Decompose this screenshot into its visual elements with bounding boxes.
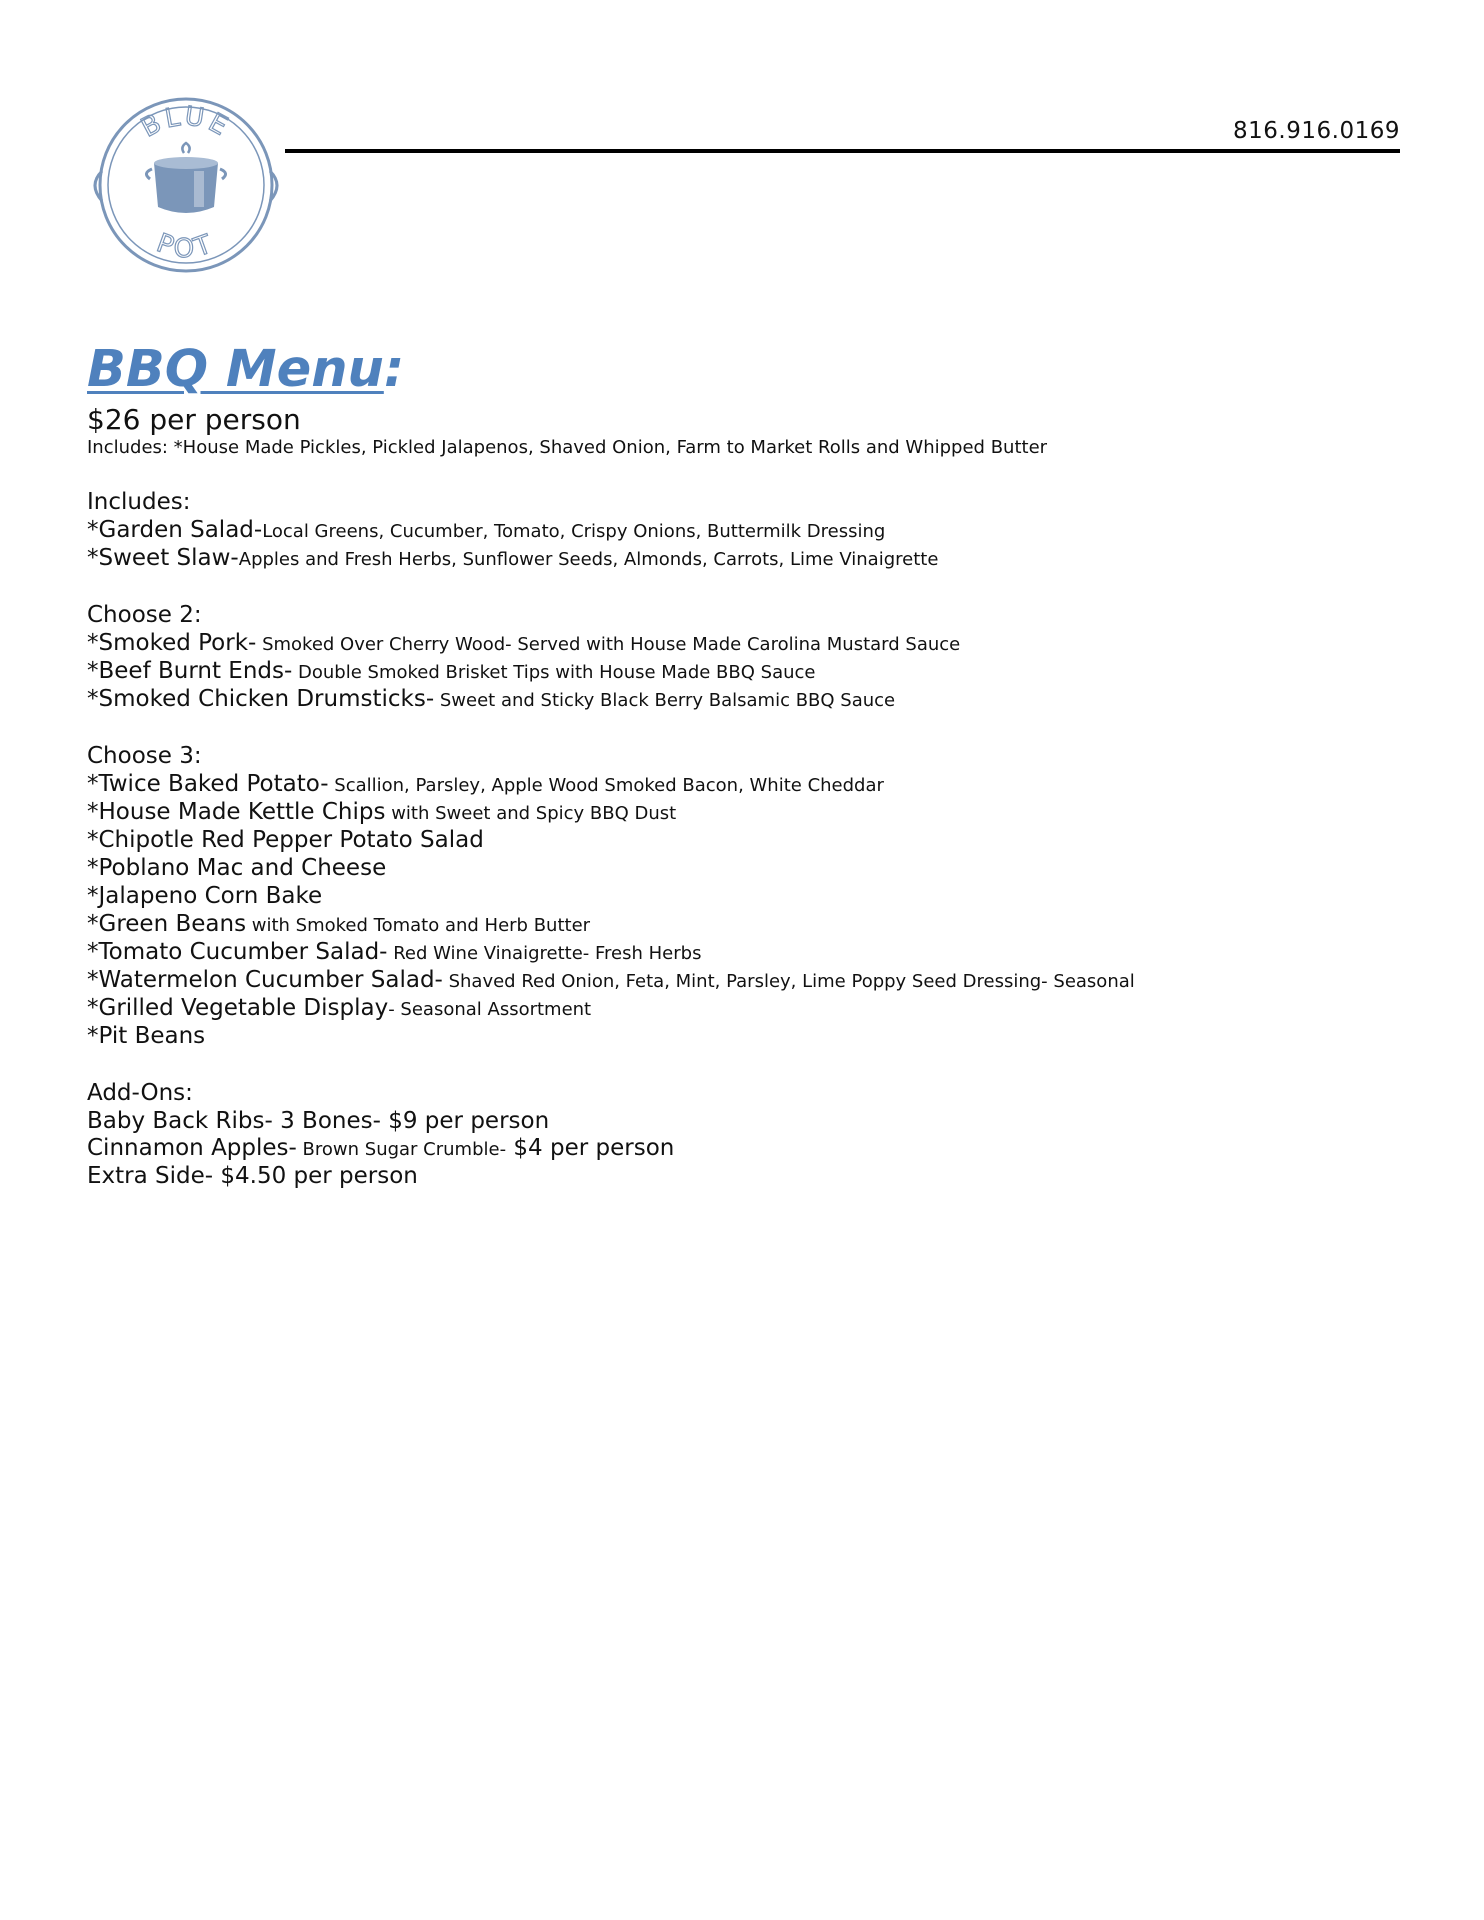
menu-item bbox=[87, 827, 1407, 855]
item-name: *Tomato Cucumber Salad- bbox=[87, 939, 388, 965]
menu-item bbox=[87, 939, 1407, 967]
item-name: *Sweet Slaw- bbox=[87, 545, 239, 571]
addon-apples-desc: Brown Sugar Crumble- bbox=[296, 1139, 507, 1160]
item-desc: Double Smoked Brisket Tips with House Made BBQ Sauce bbox=[292, 662, 816, 683]
menu-title-colon: : bbox=[383, 340, 405, 399]
menu-price: $26 per person bbox=[87, 403, 301, 436]
menu-item bbox=[87, 911, 1407, 939]
item-desc: Smoked Over Cherry Wood- Served with House Made Carolina Mustard Sauce bbox=[256, 634, 961, 655]
addons-heading: Add-Ons: bbox=[87, 1080, 193, 1106]
addon-apples-name: Cinnamon Apples- bbox=[87, 1135, 297, 1161]
includes-note: Includes: *House Made Pickles, Pickled Jalapenos, Shaved Onion, Farm to Market Rolls and Whipped Butter bbox=[87, 437, 1048, 458]
item-name: *Watermelon Cucumber Salad- bbox=[87, 967, 443, 993]
item-name: *Pit Beans bbox=[87, 1023, 206, 1049]
menu-item bbox=[87, 771, 1407, 799]
menu-item bbox=[87, 799, 1407, 827]
addon-ribs: Baby Back Ribs- 3 Bones- $9 per person bbox=[87, 1108, 550, 1134]
blue-pot-logo bbox=[86, 97, 286, 273]
includes-heading: Includes: bbox=[87, 489, 191, 515]
menu-item bbox=[87, 545, 1407, 573]
item-name: *House Made Kettle Chips bbox=[87, 799, 386, 825]
item-desc: with Sweet and Spicy BBQ Dust bbox=[385, 803, 677, 824]
menu-item bbox=[87, 658, 1407, 686]
item-desc: Red Wine Vinaigrette- Fresh Herbs bbox=[387, 943, 702, 964]
svg-text:BLUE: BLUE bbox=[136, 101, 236, 144]
item-desc: Sweet and Sticky Black Berry Balsamic BBQ Sauce bbox=[434, 690, 896, 711]
item-name: *Grilled Vegetable Display bbox=[87, 995, 389, 1021]
choose2-heading: Choose 2: bbox=[87, 602, 202, 628]
item-desc: Shaved Red Onion, Feta, Mint, Parsley, Lime Poppy Seed Dressing- Seasonal bbox=[442, 971, 1135, 992]
menu-title-text: BBQ Menu bbox=[87, 340, 384, 399]
choose3-heading: Choose 3: bbox=[87, 743, 202, 769]
item-desc: with Smoked Tomato and Herb Butter bbox=[246, 915, 591, 936]
menu-item bbox=[87, 517, 1407, 545]
menu-item bbox=[87, 686, 1407, 714]
menu-item bbox=[87, 630, 1407, 658]
item-name: *Poblano Mac and Cheese bbox=[87, 855, 387, 881]
menu-item bbox=[87, 967, 1407, 995]
menu-title bbox=[87, 338, 1407, 402]
item-name: *Garden Salad- bbox=[87, 517, 263, 543]
addon-apples bbox=[87, 1135, 1407, 1163]
addon-extra-side: Extra Side- $4.50 per person bbox=[87, 1163, 418, 1189]
menu-item bbox=[87, 883, 1407, 911]
item-desc: - Seasonal Assortment bbox=[388, 999, 592, 1020]
item-name: *Jalapeno Corn Bake bbox=[87, 883, 323, 909]
item-name: *Smoked Chicken Drumsticks- bbox=[87, 686, 435, 712]
menu-item bbox=[87, 1023, 1407, 1051]
header-rule bbox=[285, 149, 1400, 153]
item-desc: Apples and Fresh Herbs, Sunflower Seeds, Almonds, Carrots, Lime Vinaigrette bbox=[238, 549, 939, 570]
svg-text:POT: POT bbox=[152, 228, 220, 265]
menu-item bbox=[87, 995, 1407, 1023]
item-name: *Smoked Pork- bbox=[87, 630, 257, 656]
item-name: *Beef Burnt Ends- bbox=[87, 658, 293, 684]
item-name: *Twice Baked Potato- bbox=[87, 771, 329, 797]
item-desc: Local Greens, Cucumber, Tomato, Crispy Onions, Buttermilk Dressing bbox=[262, 521, 886, 542]
phone-number: 816.916.0169 bbox=[1233, 118, 1400, 144]
logo-pot-icon bbox=[86, 97, 286, 273]
item-name: *Chipotle Red Pepper Potato Salad bbox=[87, 827, 484, 853]
addon-apples-price: $4 per person bbox=[506, 1135, 675, 1161]
item-name: *Green Beans bbox=[87, 911, 247, 937]
menu-content bbox=[87, 338, 1407, 1190]
menu-item bbox=[87, 855, 1407, 883]
item-desc: Scallion, Parsley, Apple Wood Smoked Bacon, White Cheddar bbox=[328, 775, 884, 796]
